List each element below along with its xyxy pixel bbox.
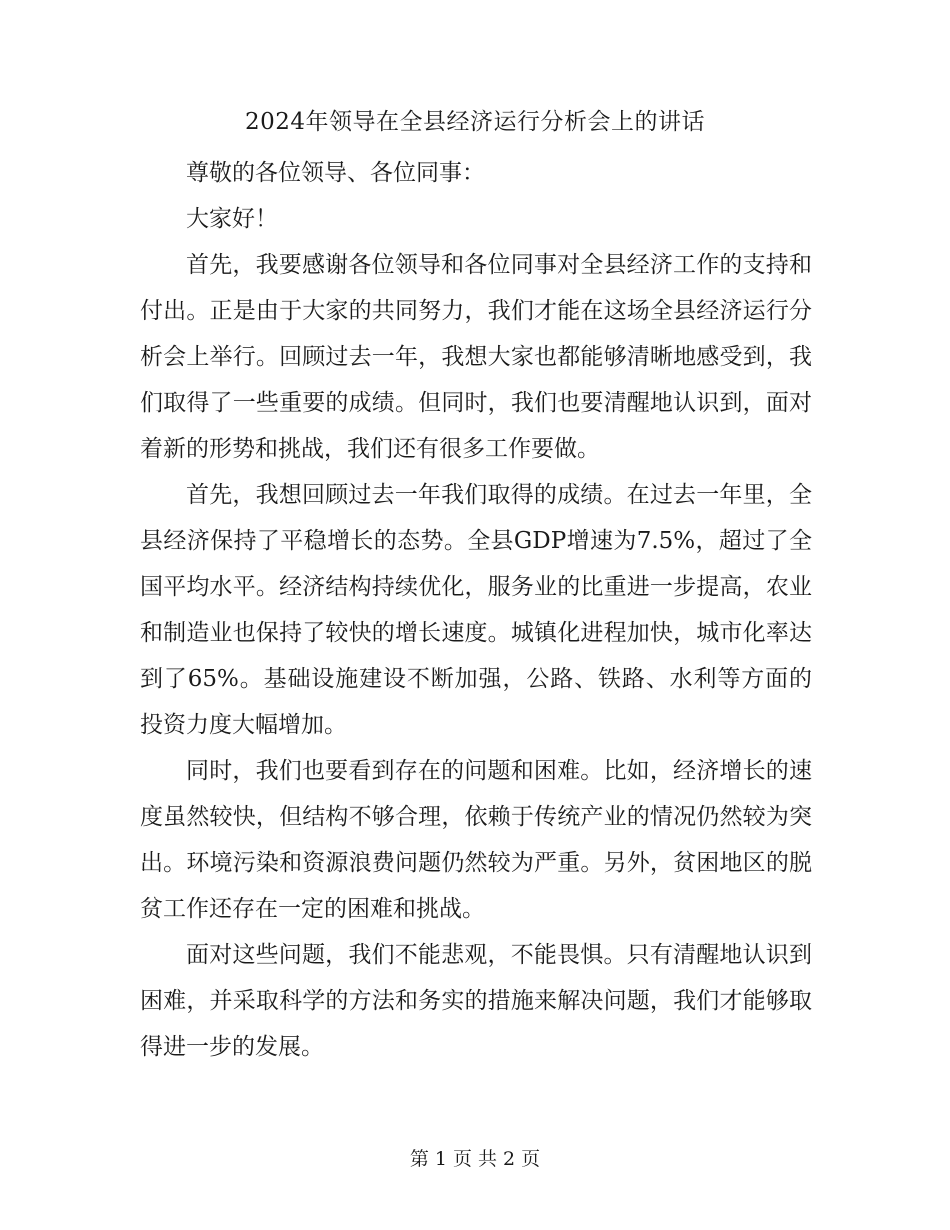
paragraph: 面对这些问题，我们不能悲观，不能畏惧。只有清醒地认识到困难，并采取科学的方法和务实的措施来解决问题，我们才能够取得进一步的发展。: [140, 942, 812, 1060]
paragraph: 首先，我想回顾过去一年我们取得的成绩。在过去一年里，全县经济保持了平稳增长的态势。全县GDP增速为7.5%，超过了全国平均水平。经济结构持续优化，服务业的比重进一步提高，农业和制造业也保持了较快的增长速度。城镇化进程加快，城市化率达到了65%。基础设施建设不断加强，公路、铁路、水利等方面的投资力度大幅增加。: [140, 482, 812, 738]
paragraph: 同时，我们也要看到存在的问题和困难。比如，经济增长的速度虽然较快，但结构不够合理，依赖于传统产业的情况仍然较为突出。环境污染和资源浪费问题仍然较为严重。另外，贫困地区的脱贫工作还存在一定的困难和挑战。: [140, 758, 812, 922]
salutation: 尊敬的各位领导、各位同事：: [186, 160, 485, 186]
document-body: [140, 150, 812, 1070]
page-footer: 第 1 页 共 2 页: [409, 1148, 541, 1170]
document-title: 2024年领导在全县经济运行分析会上的讲话: [244, 109, 706, 135]
paragraph: 首先，我要感谢各位领导和各位同事对全县经济工作的支持和付出。正是由于大家的共同努力，我们才能在这场全县经济运行分析会上举行。回顾过去一年，我想大家也都能够清晰地感受到，我们取得了一些重要的成绩。但同时，我们也要清醒地认识到，面对着新的形势和挑战，我们还有很多工作要做。: [140, 252, 812, 462]
greeting: 大家好！: [186, 206, 278, 232]
